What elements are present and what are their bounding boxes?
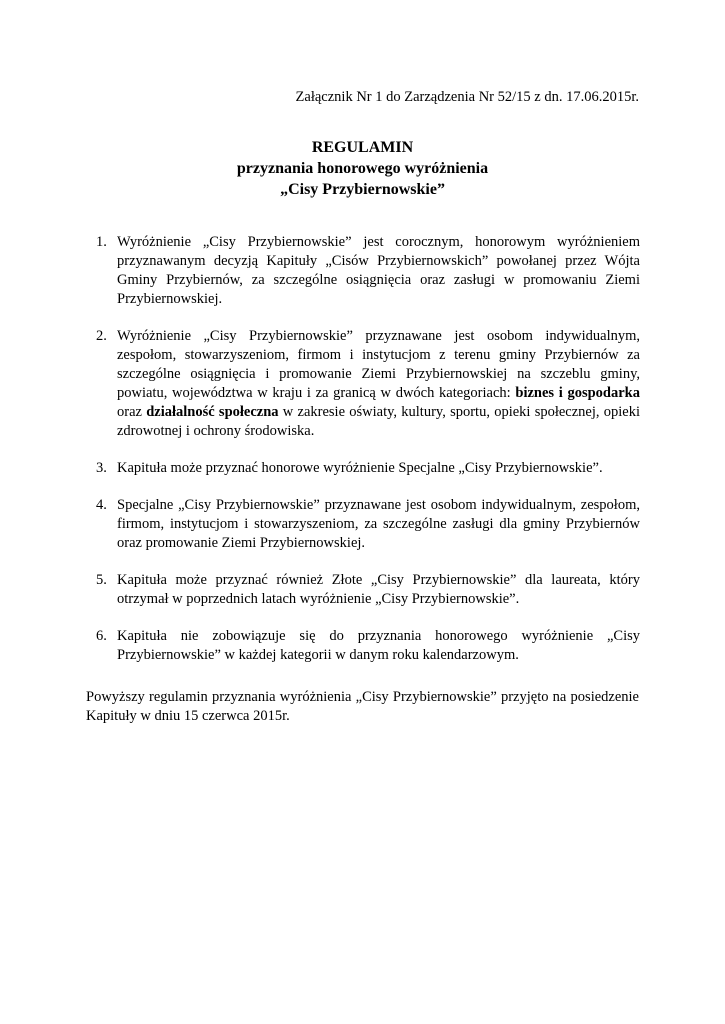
rule-text-middle: oraz bbox=[117, 404, 147, 420]
rule-text: Kapituła może przyznać również Złote „Cisy Przybiernowskie” dla laureata, który otrzymał w poprzednich latach wyróżnienie „Cisy Przybiernowskie”. bbox=[117, 572, 640, 607]
document-title bbox=[0, 137, 725, 200]
annex-reference: Załącznik Nr 1 do Zarządzenia Nr 52/15 z dn. 17.06.2015r. bbox=[295, 89, 639, 105]
rule-number: 1. bbox=[96, 234, 107, 250]
rule-number: 2. bbox=[96, 328, 107, 344]
category-business: biznes i gospodarka bbox=[515, 385, 640, 401]
rule-item-3 bbox=[90, 459, 640, 478]
category-social: działalność społeczna bbox=[146, 404, 279, 420]
title-line-award-name: „Cisy Przybiernowskie” bbox=[280, 181, 445, 198]
rule-number: 3. bbox=[96, 460, 107, 476]
title-line-subject: przyznania honorowego wyróżnienia bbox=[236, 160, 489, 177]
rule-text: Kapituła może przyznać honorowe wyróżnienie Specjalne „Cisy Przybiernowskie”. bbox=[117, 460, 603, 476]
rule-item-1 bbox=[90, 233, 640, 309]
title-line-regulamin: REGULAMIN bbox=[311, 139, 414, 156]
rule-number: 6. bbox=[96, 628, 107, 644]
rule-item-6 bbox=[90, 627, 640, 665]
closing-statement: Powyższy regulamin przyznania wyróżnienia „Cisy Przybiernowskie” przyjęto na posiedzenie Kapituły w dniu 15 czerwca 2015r. bbox=[86, 689, 639, 724]
rule-text-after: w zakresie oświaty, kultury, sportu, opieki społecznej, opieki zdrowotnej i ochrony środowiska. bbox=[117, 404, 641, 439]
rule-item-2 bbox=[90, 327, 640, 441]
rule-number: 5. bbox=[96, 572, 107, 588]
rule-item-4 bbox=[90, 496, 640, 553]
rule-text: Kapituła nie zobowiązuje się do przyznania honorowego wyróżnienie „Cisy Przybiernowskie” w każdej kategorii w danym roku kalendarzowym. bbox=[117, 628, 640, 663]
rule-text: Wyróżnienie „Cisy Przybiernowskie” przyznawane jest osobom indywidualnym, zespołom, stowarzyszeniom, firmom i instytucjom z terenu gminy Przybiernów za szczególne osiągnięcia i promowanie Ziemi Przybiernowskiej na szczeblu gminy, powiatu, województwa w kraju i za granicą w dwóch kategoriach: bbox=[117, 328, 640, 401]
rule-item-5 bbox=[90, 571, 640, 609]
rule-number: 4. bbox=[96, 497, 107, 513]
rule-text: Specjalne „Cisy Przybiernowskie” przyznawane jest osobom indywidualnym, zespołom, firmom, instytucjom i stowarzyszeniom, za szczególne zasługi dla gminy Przybiernów oraz promowanie Ziemi Przybiernowskiej. bbox=[117, 497, 640, 551]
rule-text: Wyróżnienie „Cisy Przybiernowskie” jest corocznym, honorowym wyróżnieniem przyznawanym decyzją Kapituły „Cisów Przybiernowskich” powołanej przez Wójta Gminy Przybiernów, za szczególne osiągnięcia oraz zasługi w promowaniu Ziemi Przybiernowskiej. bbox=[117, 234, 640, 307]
rules-list bbox=[90, 233, 640, 683]
